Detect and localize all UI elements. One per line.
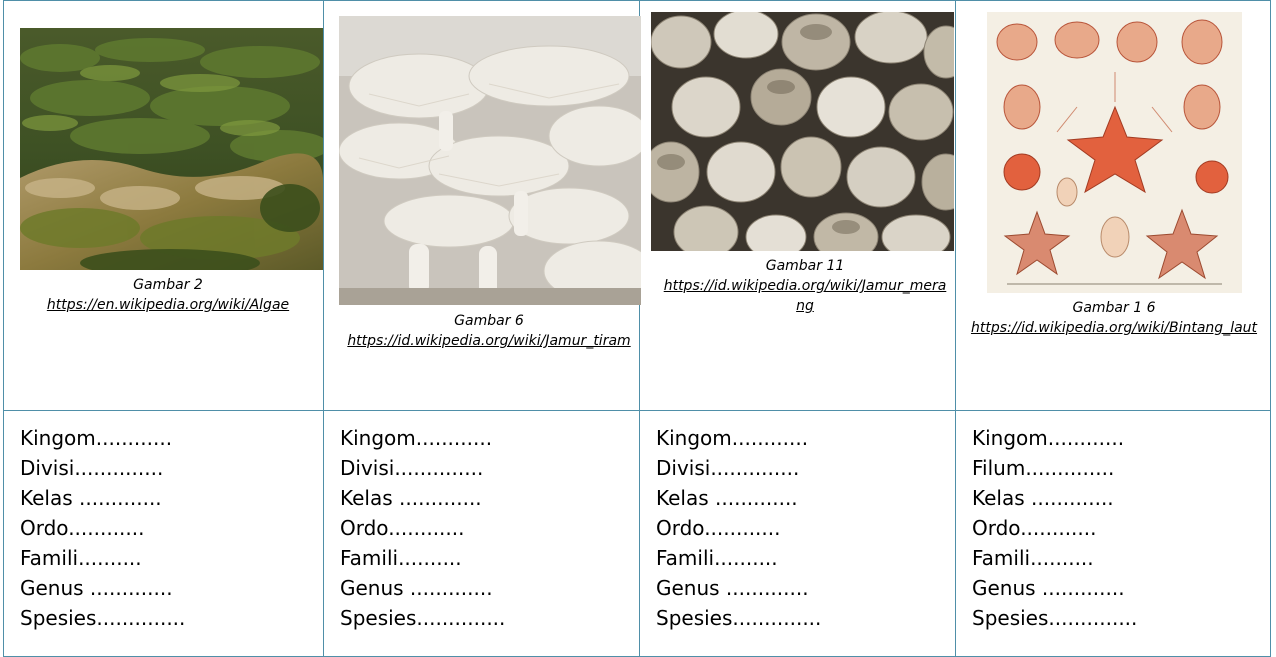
oyster-mushroom-photo (339, 16, 641, 305)
rank-kingdom: Kingom............ (972, 426, 1125, 450)
ranks-cell-oyster-mushroom (324, 411, 640, 657)
starfish-illustration (987, 12, 1242, 293)
rank-spesies: Spesies.............. (340, 606, 506, 630)
ranks-cell-starfish (956, 411, 1271, 657)
rank-famili: Famili.......... (20, 546, 142, 570)
algae-photo (20, 28, 323, 270)
ranks-cell-algae (4, 411, 324, 657)
rank-kelas: Kelas ............. (656, 486, 798, 510)
rank-spesies: Spesies.............. (20, 606, 186, 630)
source-link[interactable]: https://id.wikipedia.org/wiki/Jamur_tiram (347, 333, 631, 349)
figure-title: Gambar 6 (454, 313, 524, 329)
figure-caption (660, 256, 950, 316)
rank-spesies: Spesies.............. (972, 606, 1138, 630)
rank-kelas: Kelas ............. (20, 486, 162, 510)
rank-kelas: Kelas ............. (972, 486, 1114, 510)
image-row (4, 1, 1271, 411)
source-link[interactable]: https://en.wikipedia.org/wiki/Algae (46, 297, 290, 313)
rank-genus: Genus ............. (20, 576, 173, 600)
rank-genus: Genus ............. (340, 576, 493, 600)
rank-famili: Famili.......... (656, 546, 778, 570)
rank-divisi: Divisi.............. (20, 456, 164, 480)
taxonomy-list (340, 423, 505, 633)
rank-famili: Famili.......... (340, 546, 462, 570)
rank-ordo: Ordo............ (20, 516, 145, 540)
rank-genus: Genus ............. (656, 576, 809, 600)
straw-mushroom-photo (651, 12, 954, 251)
rank-filum: Filum.............. (972, 456, 1115, 480)
rank-genus: Genus ............. (972, 576, 1125, 600)
rank-divisi: Divisi.............. (656, 456, 800, 480)
rank-kingdom: Kingom............ (20, 426, 173, 450)
taxonomy-list (656, 423, 821, 633)
figure-title: Gambar 2 (133, 277, 203, 293)
ranks-row (4, 411, 1271, 657)
rank-divisi: Divisi.............. (340, 456, 484, 480)
taxonomy-list (972, 423, 1137, 633)
rank-spesies: Spesies.............. (656, 606, 822, 630)
figure-title: Gambar 1 6 (1072, 300, 1156, 316)
figure-caption (964, 298, 1264, 338)
rank-kingdom: Kingom............ (340, 426, 493, 450)
rank-ordo: Ordo............ (340, 516, 465, 540)
source-link[interactable]: https://id.wikipedia.org/wiki/Bintang_laut (970, 320, 1258, 336)
rank-ordo: Ordo............ (656, 516, 781, 540)
figure-caption (28, 275, 308, 315)
card-oyster-mushroom (324, 1, 640, 411)
rank-famili: Famili.......... (972, 546, 1094, 570)
figure-title: Gambar 11 (765, 258, 845, 274)
source-link[interactable]: https://id.wikipedia.org/wiki/Jamur_merang (663, 278, 947, 314)
card-straw-mushroom (640, 1, 956, 411)
card-algae (4, 1, 324, 411)
rank-ordo: Ordo............ (972, 516, 1097, 540)
ranks-cell-straw-mushroom (640, 411, 956, 657)
taxonomy-list (20, 423, 185, 633)
card-starfish (956, 1, 1271, 411)
rank-kelas: Kelas ............. (340, 486, 482, 510)
classification-table (3, 0, 1271, 657)
figure-caption (344, 311, 634, 351)
rank-kingdom: Kingom............ (656, 426, 809, 450)
